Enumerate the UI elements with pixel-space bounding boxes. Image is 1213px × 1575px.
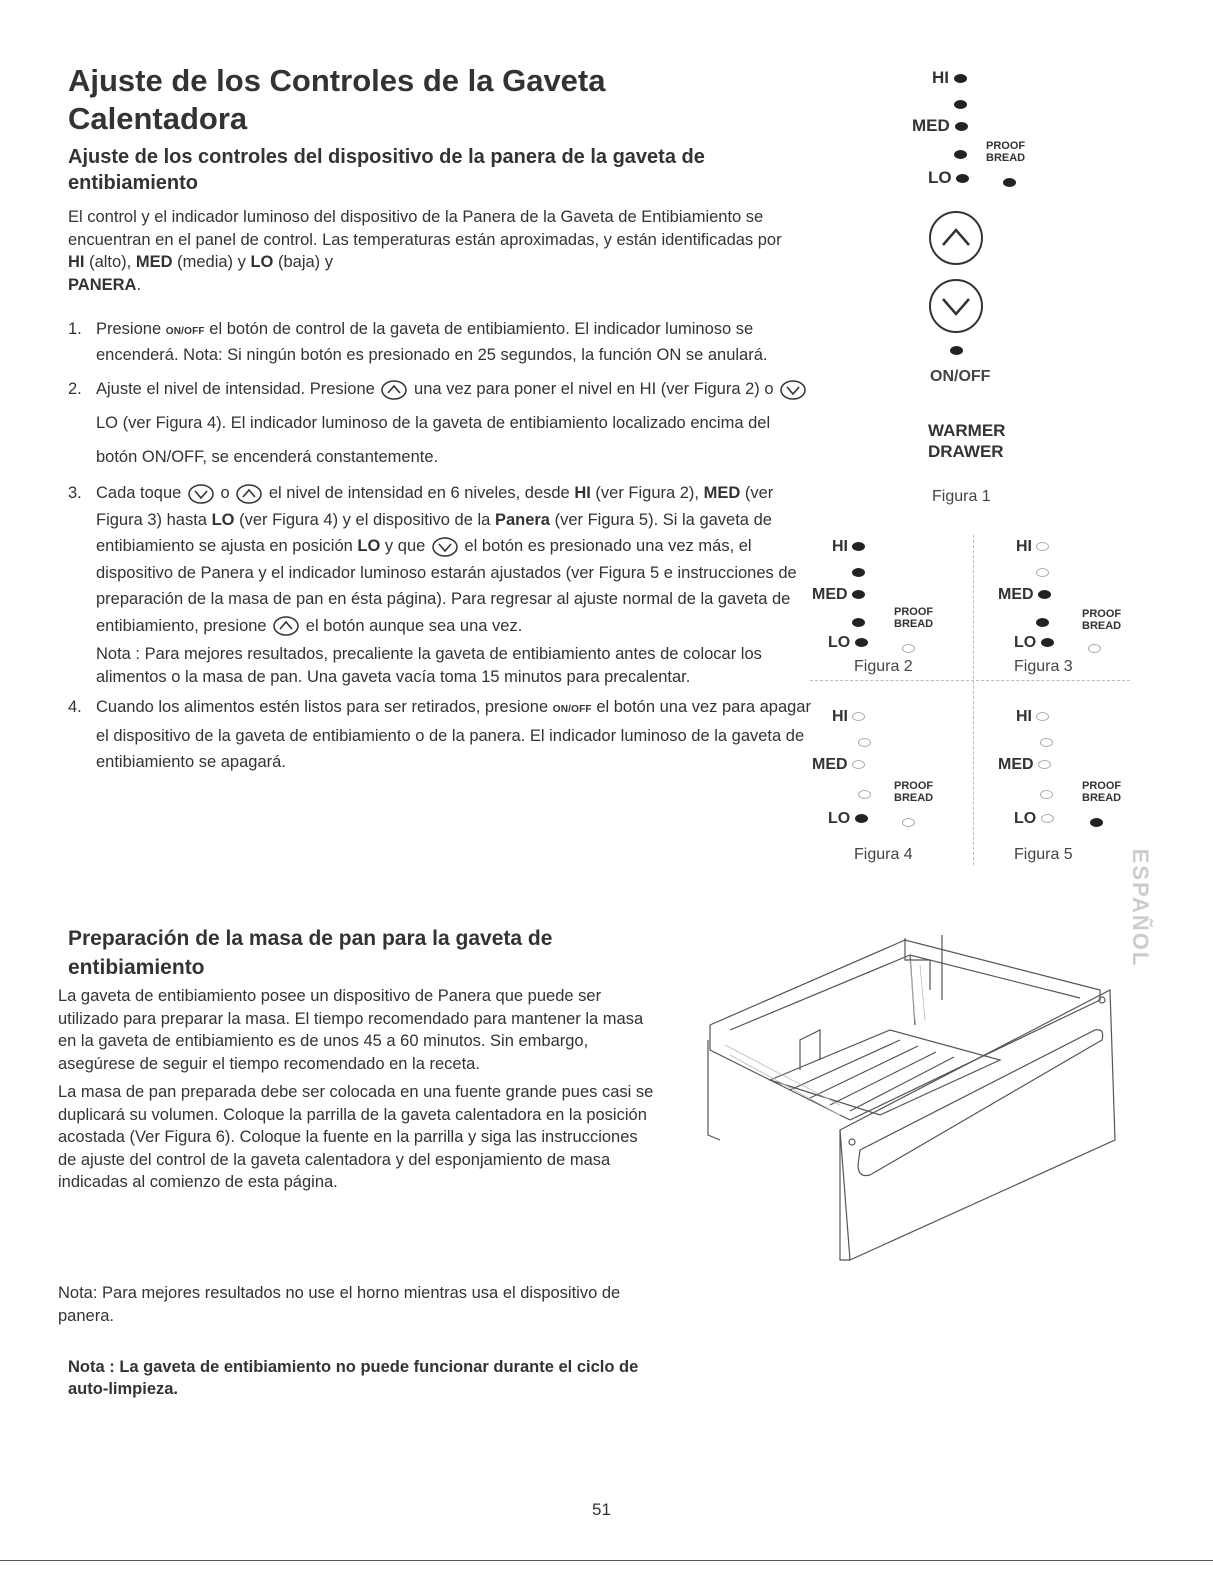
step-3: 3. Cada toque o el nivel de intensidad en 6 niveles, desde HI (ver Figura 2), MED (ver Figura 3) hasta LO (ver Figura 4) y el dispositivo de la Panera (ver Figura 5). Si la gaveta de entibiamiento se ajusta en posición LO y que el botón es presionado una vez más, el dispositivo de Panera y el indicador luminoso estarán ajustados (ver Figura 5 e instrucciones de preparación de la masa de pan en ésta página). Para regresar al ajuste normal de la gaveta de entibiamiento, presione el botón aunque sea una vez. Nota : Para mejores resultados, precaliente la gaveta de entibiamiento antes de colocar los alimentos o la masa de pan. Una gaveta vacía toma 15 minutos para precalentar. (68, 480, 813, 688)
prep-paragraph-2: La masa de pan preparada debe ser colocada en una fuente grande pues casi se duplicará su volumen. Coloque la parrilla de la gaveta calentadora en la posición acostada (Ver Figura 6). Coloque la fuente en la parrilla y siga las instrucciones de ajuste del control de la gaveta calentadora y del esponjamiento de masa indicadas al comienzo de esta página. (58, 1083, 654, 1191)
down-arrow-icon (928, 278, 984, 334)
page-number: 51 (592, 1500, 611, 1519)
warmer-drawer-label: WARMER DRAWER (928, 421, 1006, 461)
figure-2-caption: Figura 2 (854, 658, 913, 675)
hi-indicator-label: HI (932, 68, 967, 88)
intro-paragraph: El control y el indicador luminoso del dispositivo de la Panera de la Gaveta de Entibiamiento se encuentran en el panel de control. Las temperaturas están aproximadas, y están identificadas por HI (alto), MED (media) y LO (baja) y PANERA. (68, 208, 782, 294)
up-arrow-icon (273, 616, 299, 636)
section-heading-panera: Ajuste de los controles del dispositivo de la panera de la gaveta de entibiamiento (68, 146, 705, 194)
step-4: 4. Cuando los alimentos estén listos para ser retirados, presione ON/OFF el botón una vez para apagar el dispositivo de la gaveta de entibiamiento o de la panera. El indicador luminoso de la gaveta de entibiamiento se apagará. (68, 698, 811, 771)
up-arrow-icon (928, 210, 984, 266)
down-arrow-icon (188, 484, 214, 504)
self-clean-note: Nota : La gaveta de entibiamiento no puede funcionar durante el ciclo de auto-limpieza. (68, 1358, 639, 1398)
figure-2: HI MED PROOF BREAD LO Figura 2 (812, 538, 934, 675)
figure-3: HI MED PROOF BREAD LO Figura 3 (998, 538, 1122, 675)
warmer-indicator-dot (950, 346, 963, 355)
section-heading-masa: Preparación de la masa de pan para la gaveta de entibiamiento (68, 927, 553, 979)
figure-1-caption: Figura 1 (932, 488, 991, 505)
step-1: 1. Presione ON/OFF el botón de control de la gaveta de entibiamiento. El indicador luminoso se encenderá. Nota: Si ningún botón es presionado en 25 segundos, la función ON se anulará. (68, 320, 768, 364)
steps-list (68, 318, 813, 781)
down-arrow-icon (432, 537, 458, 557)
down-arrow-icon (780, 380, 806, 400)
up-arrow-icon (236, 484, 262, 504)
figure-4: HI MED PROOF BREAD LO Figura 4 (812, 708, 934, 863)
figure-4-caption: Figura 4 (854, 846, 913, 863)
lo-indicator-label: LO (928, 168, 969, 188)
up-arrow-icon (381, 380, 407, 400)
figure-5: HI MED PROOF BREAD LO Figura 5 (998, 708, 1122, 863)
bottom-rule (0, 1560, 1213, 1561)
figure-1-control-panel (900, 64, 1050, 544)
proof-bread-dot (1003, 178, 1016, 187)
warmer-drawer-illustration (700, 930, 1160, 1270)
figure-5-caption: Figura 5 (1014, 846, 1073, 863)
language-side-tab: ESPAÑOL (1128, 848, 1153, 968)
onoff-label: ON/OFF (165, 326, 205, 337)
step-2: 2. Ajuste el nivel de intensidad. Presione una vez para poner el nivel en HI (ver Figura 2) o LO (ver Figura 4). El indicador luminoso de la gaveta de entibiamiento localizado encima del botón ON/OFF, se encenderá constantemente. (68, 372, 813, 474)
onoff-label: ON/OFF (930, 368, 991, 385)
step-3-note: Nota : Para mejores resultados, precaliente la gaveta de entibiamiento antes de colocar los alimentos o la masa de pan. Una gaveta vacía toma 15 minutos para precalentar. (96, 645, 762, 686)
med-indicator-label: MED (912, 116, 968, 136)
figure-3-caption: Figura 3 (1014, 658, 1073, 675)
onoff-label: ON/OFF (552, 704, 592, 715)
grid-divider-vertical (973, 535, 975, 865)
prep-note: Nota: Para mejores resultados no use el horno mientras usa el dispositivo de panera. (58, 1284, 621, 1325)
indicator-dot (954, 150, 967, 159)
indicator-dot (954, 100, 967, 109)
proof-bread-label: PROOF BREAD (986, 140, 1026, 164)
prep-paragraph-1: La gaveta de entibiamiento posee un dispositivo de Panera que puede ser utilizado para preparar la masa. El tiempo recomendado para mantener la masa en la gaveta de entibiamiento es de unos 45 a 60 minutos. Sin embargo, asegúrese de seguir el tiempo recomendado en la receta. (58, 987, 644, 1073)
page-title: Ajuste de los Controles de la Gaveta Calentadora (68, 63, 606, 136)
prep-section (58, 985, 658, 1200)
